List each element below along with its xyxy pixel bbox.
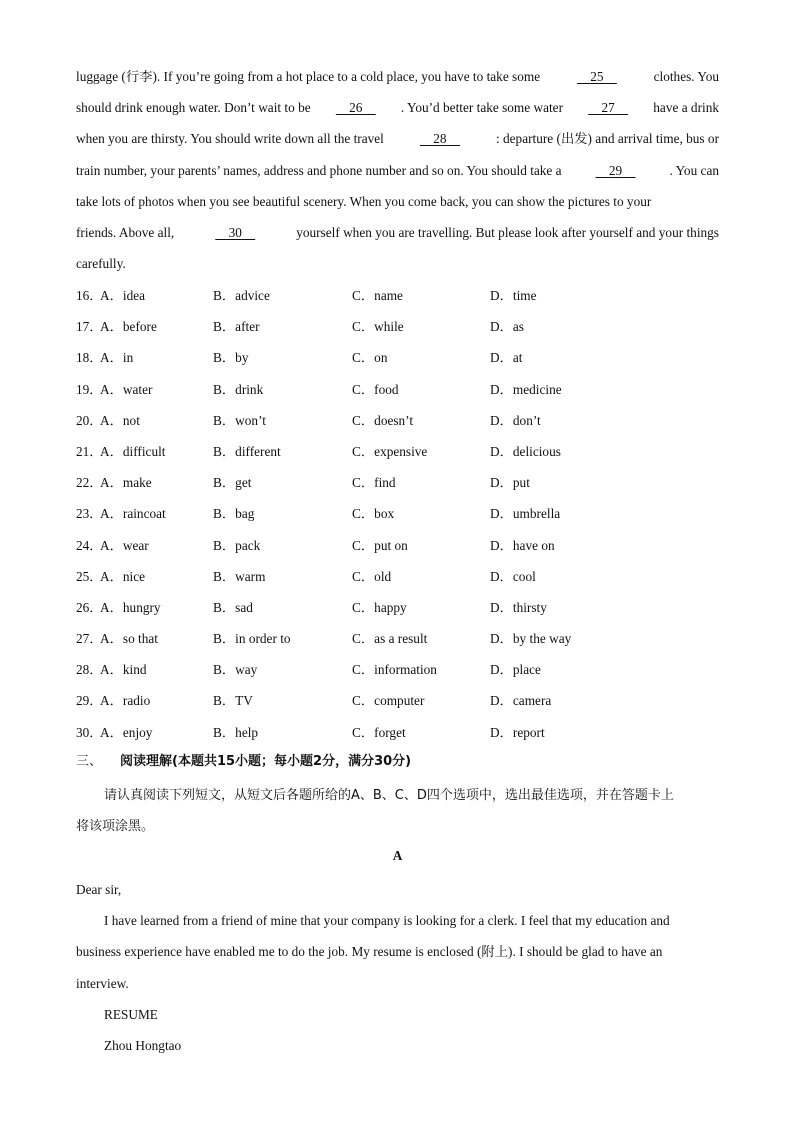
option-c: C．forget [352, 724, 406, 740]
option-d: D．don’t [490, 412, 541, 428]
section-heading [76, 749, 411, 775]
question-row [76, 436, 676, 467]
question-row [76, 467, 676, 498]
option-a: A．raincoat [100, 506, 166, 522]
section-number: 三、 [76, 754, 103, 769]
option-d: D．medicine [490, 381, 562, 397]
instruction-line: 请认真阅读下列短文，从短文后各题所给的A、B、C、D四个选项中，选出最佳选项，并在答题卡上 [104, 788, 674, 803]
option-a: A．wear [100, 537, 149, 553]
question-row [76, 717, 676, 748]
option-c: C．on [352, 350, 388, 366]
passage-text: . You’d better take some water [400, 100, 564, 116]
option-b: B．after [213, 319, 260, 335]
option-a: A．difficult [100, 443, 166, 459]
cloze-passage [76, 61, 719, 279]
option-b: B．way [213, 662, 258, 678]
passage-line [76, 217, 719, 248]
question-number: 22． [76, 475, 103, 491]
option-c: C．name [352, 288, 403, 303]
option-d: D．delicious [490, 443, 561, 459]
answer-blank: 27 [601, 100, 615, 116]
option-b: B．won’t [213, 412, 266, 428]
option-b: B．by [213, 350, 249, 366]
question-number: 27． [76, 631, 103, 647]
question-number: 25． [76, 568, 103, 584]
option-b: B．sad [213, 599, 253, 615]
passage-line [76, 248, 719, 279]
resume-name: Zhou Hongtao [104, 1037, 182, 1053]
question-row [76, 685, 676, 716]
option-d: D．as [490, 319, 524, 335]
option-b: B．bag [213, 506, 255, 522]
option-c: C．box [352, 506, 395, 522]
option-d: D．cool [490, 568, 536, 584]
option-c: C．old [352, 568, 392, 584]
option-b: B．help [213, 724, 259, 740]
option-a: A．hungry [100, 599, 161, 615]
letter-greeting: Dear sir, [76, 882, 122, 897]
option-b: B．advice [213, 288, 270, 303]
resume-label: RESUME [104, 1006, 158, 1022]
section-instructions [76, 780, 719, 842]
question-row [76, 561, 676, 592]
passage-text: train number, your parents’ names, address and phone number and so on. You should take a [76, 162, 562, 178]
option-c: C．find [352, 475, 396, 491]
question-number: 19． [76, 381, 103, 397]
option-c: C．happy [352, 599, 407, 615]
letter-body-line: interview. [76, 975, 129, 991]
option-a: A．kind [100, 662, 147, 678]
letter-body-line: I have learned from a friend of mine that your company is looking for a clerk. I feel that my education and [104, 913, 670, 929]
question-number: 28． [76, 662, 103, 678]
option-d: D．thirsty [490, 599, 547, 615]
option-a: A．before [100, 319, 157, 335]
question-row [76, 280, 676, 311]
question-row [76, 498, 676, 529]
question-row [76, 405, 676, 436]
option-d: D．report [490, 724, 545, 740]
passage-line [76, 155, 719, 186]
question-options-list [76, 280, 676, 748]
passage-text: yourself when you are travelling. But please look after yourself and your things [296, 224, 719, 240]
option-b: B．drink [213, 381, 264, 397]
question-number: 18． [76, 350, 103, 366]
option-d: D．put [490, 475, 530, 491]
passage-line [76, 61, 719, 92]
option-d: D．umbrella [490, 506, 561, 522]
question-number: 17． [76, 319, 103, 335]
option-a: A．idea [100, 288, 146, 303]
answer-blank: 29 [608, 162, 623, 178]
letter-passage [76, 874, 719, 1061]
question-number: 21． [76, 443, 103, 459]
option-c: C．computer [352, 693, 425, 709]
question-number: 16． [76, 288, 103, 303]
instruction-line: 将该项涂黑。 [76, 819, 155, 834]
passage-text: friends. Above all, [76, 224, 175, 240]
answer-blank: 25 [590, 69, 604, 84]
option-c: C．put on [352, 537, 408, 553]
option-b: B．TV [213, 693, 253, 709]
option-b: B．warm [213, 568, 266, 584]
option-c: C．as a result [352, 631, 428, 647]
passage-text: : departure (出发) and arrival time, bus or [495, 131, 719, 147]
option-b: B．in order to [213, 631, 291, 647]
question-row [76, 374, 676, 405]
question-number: 29． [76, 693, 103, 709]
option-d: D．have on [490, 537, 555, 553]
passage-heading: A [392, 848, 403, 863]
option-a: A．not [100, 412, 140, 428]
option-a: A．radio [100, 693, 151, 709]
question-number: 20． [76, 412, 103, 428]
passage-text: clothes. You [653, 69, 719, 84]
question-row [76, 654, 676, 685]
option-b: B．get [213, 475, 252, 491]
option-c: C．expensive [352, 443, 428, 459]
section-title: 阅读理解(本题共15小题；每小题2分，满分30分) [120, 754, 412, 769]
option-c: C．information [352, 662, 437, 678]
option-d: D．place [490, 662, 541, 678]
option-a: A．in [100, 350, 134, 366]
option-c: C．food [352, 381, 399, 397]
passage-text: have a drink [653, 100, 719, 116]
option-c: C．doesn’t [352, 412, 414, 428]
option-a: A．enjoy [100, 724, 153, 740]
passage-text: luggage (行李). If you’re going from a hot place to a cold place, you have to take some [76, 69, 541, 84]
passage-line [76, 92, 719, 123]
passage-line [76, 186, 719, 217]
question-row [76, 342, 676, 373]
question-row [76, 623, 676, 654]
passage-text: when you are thirsty. You should write down all the travel [76, 131, 384, 147]
passage-text: take lots of photos when you see beautiful scenery. When you come back, you can show the pictures to your [76, 193, 652, 209]
option-d: D．time [490, 288, 537, 303]
letter-body-line: business experience have enabled me to do the job. My resume is enclosed (附上). I should be glad to have an [76, 944, 663, 960]
option-a: A．make [100, 475, 152, 491]
option-b: B．different [213, 443, 281, 459]
question-row [76, 592, 676, 623]
question-number: 26． [76, 599, 103, 615]
option-a: A．so that [100, 631, 158, 647]
passage-text: should drink enough water. Don’t wait to be [76, 100, 311, 116]
passage-text: . You can [669, 162, 719, 178]
option-a: A．nice [100, 568, 146, 584]
passage-line [76, 123, 719, 154]
answer-blank: 26 [349, 100, 363, 116]
question-number: 23． [76, 506, 103, 522]
option-b: B．pack [213, 537, 261, 553]
question-row [76, 311, 676, 342]
option-d: D．by the way [490, 631, 572, 647]
question-row [76, 530, 676, 561]
option-d: D．at [490, 350, 523, 366]
passage-text: carefully. [76, 256, 126, 272]
option-c: C．while [352, 319, 404, 335]
option-d: D．camera [490, 693, 552, 709]
option-a: A．water [100, 381, 153, 397]
answer-blank: 28 [433, 131, 447, 147]
question-number: 24． [76, 537, 103, 553]
question-number: 30． [76, 724, 103, 740]
answer-blank: 30 [228, 224, 242, 240]
